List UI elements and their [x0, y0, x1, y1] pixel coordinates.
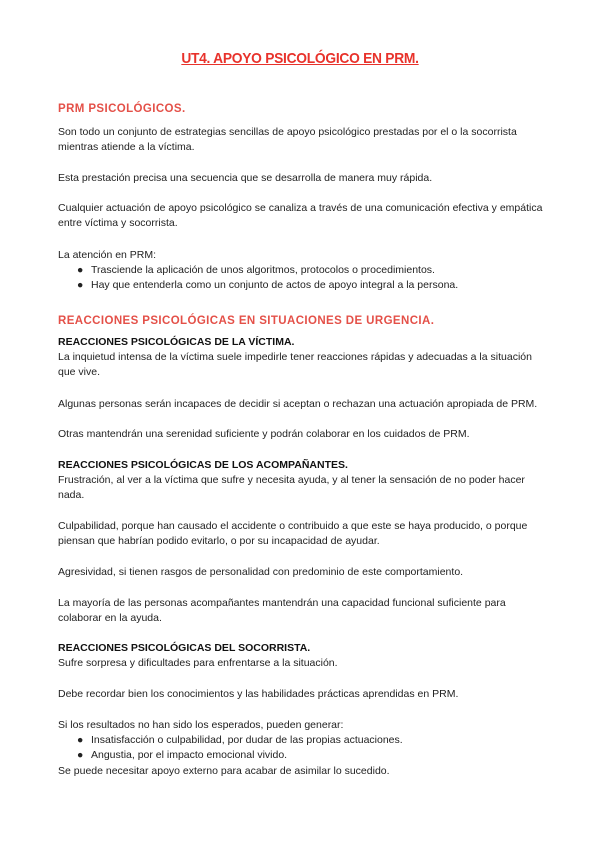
bullet-list [58, 733, 548, 762]
list-item [58, 733, 548, 748]
section-heading-prm-psicologicos: PRM PSICOLÓGICOS. [58, 103, 186, 115]
bullet-icon: ● [77, 264, 84, 276]
bullet-icon: ● [77, 278, 84, 291]
paragraph: Debe recordar bien los conocimientos y las habilidades prácticas aprendidas en PRM. [58, 688, 459, 700]
paragraph: Cualquier actuación de apoyo psicológico se canaliza a través de una comunicación efectiva y empática entre víctima y socorrista. [58, 202, 543, 229]
bullet-list [58, 263, 548, 292]
list-item-text: Angustia, por el impacto emocional vivido. [91, 748, 288, 761]
paragraph: Se puede necesitar apoyo externo para acabar de asimilar lo sucedido. [58, 765, 390, 777]
paragraph: La atención en PRM: [58, 249, 157, 261]
paragraph: Son todo un conjunto de estrategias sencillas de apoyo psicológico prestadas por el o la socorrista mientras atiende a la víctima. [58, 126, 517, 153]
paragraph: Otras mantendrán una serenidad suficiente y podrán colaborar en los cuidados de PRM. [58, 428, 470, 440]
paragraph: La inquietud intensa de la víctima suele impedirle tener reacciones rápidas y adecuadas a la situación que vive. [58, 351, 532, 378]
paragraph: Frustración, al ver a la víctima que sufre y necesita ayuda, y al tener la sensación de no poder hacer nada. [58, 474, 525, 501]
bullet-icon: ● [77, 734, 84, 746]
paragraph: Esta prestación precisa una secuencia que se desarrolla de manera muy rápida. [58, 172, 433, 184]
paragraph: Si los resultados no han sido los esperados, pueden generar: [58, 719, 344, 731]
paragraph: Culpabilidad, porque han causado el accidente o contribuido a que este se haya producido, o porque piensan que habrían podido evitarlo, o por su incapacidad de ayudar. [58, 520, 528, 547]
subheading-victima: REACCIONES PSICOLÓGICAS DE LA VÍCTIMA. [58, 336, 295, 348]
list-item-text: Trasciende la aplicación de unos algoritmos, protocolos o procedimientos. [91, 264, 435, 276]
paragraph: La mayoría de las personas acompañantes mantendrán una capacidad funcional suficiente para colaborar en la ayuda. [58, 597, 506, 624]
paragraph: Algunas personas serán incapaces de decidir si aceptan o rechazan una actuación apropiada de PRM. [58, 398, 538, 410]
bullet-icon: ● [77, 748, 84, 761]
section-heading-reacciones: REACCIONES PSICOLÓGICAS EN SITUACIONES DE URGENCIA. [58, 315, 435, 327]
list-item-text: Hay que entenderla como un conjunto de actos de apoyo integral a la persona. [91, 278, 459, 291]
page-title: UT4. APOYO PSICOLÓGICO EN PRM. [181, 50, 419, 67]
list-item [58, 278, 548, 293]
subheading-acompanantes: REACCIONES PSICOLÓGICAS DE LOS ACOMPAÑANTES. [58, 459, 348, 471]
paragraph: Sufre sorpresa y dificultades para enfrentarse a la situación. [58, 657, 338, 669]
list-item-text: Insatisfacción o culpabilidad, por dudar de las propias actuaciones. [91, 734, 403, 746]
subheading-socorrista: REACCIONES PSICOLÓGICAS DEL SOCORRISTA. [58, 642, 311, 654]
list-item [58, 748, 548, 763]
list-item [58, 263, 548, 278]
paragraph: Agresividad, si tienen rasgos de personalidad con predominio de este comportamiento. [58, 566, 464, 578]
